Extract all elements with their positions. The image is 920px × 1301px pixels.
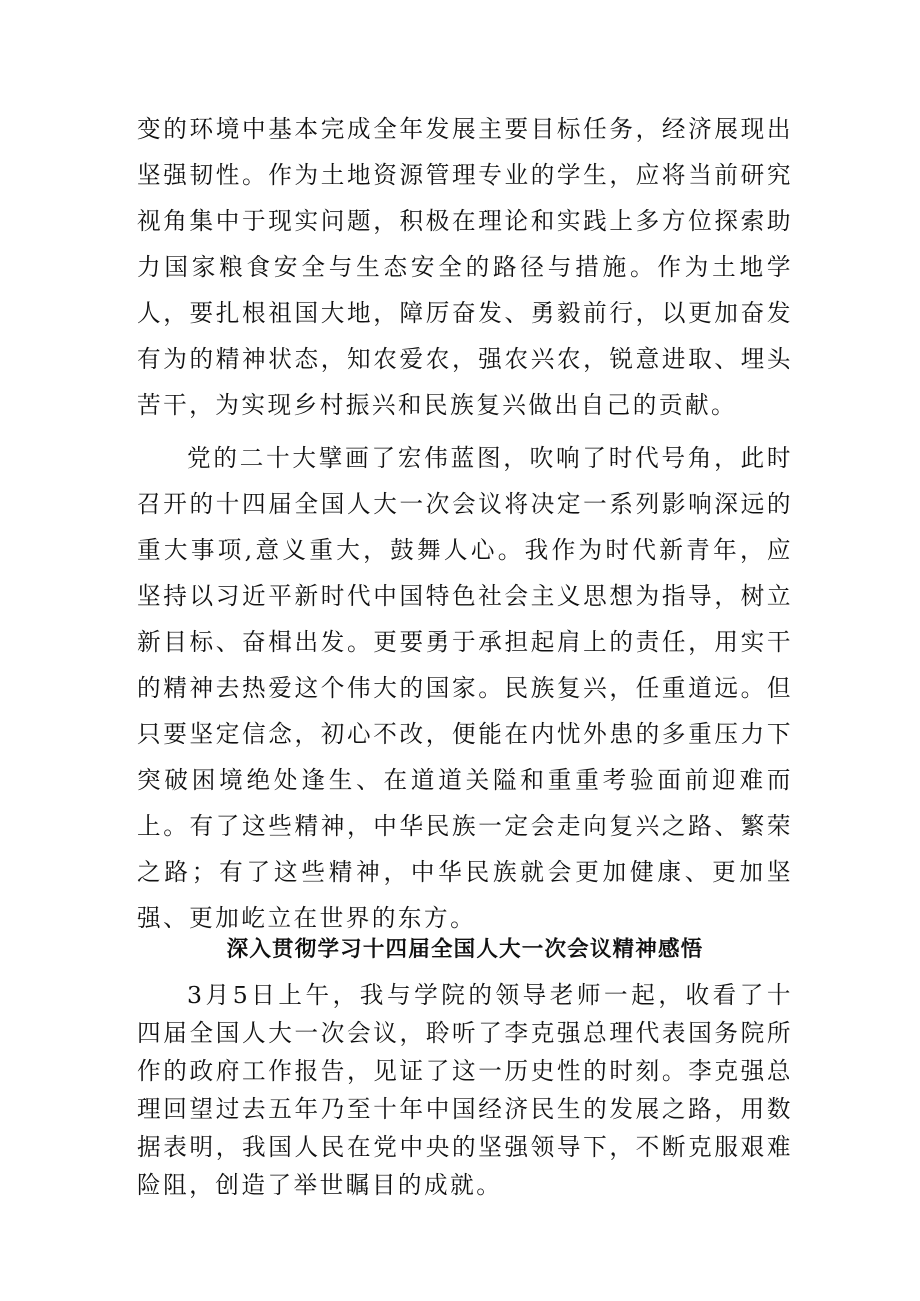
paragraph-continuation: 变的环境中基本完成全年发展主要目标任务，经济展现出坚强韧性。作为土地资源管理专业的学生，应将当前研究视角集中于现实问题，积极在理论和实践上多方位探索助力国家粮食安全与生态安全的路径与措施。作为土地学人，要扎根祖国大地，障厉奋发、勇毅前行，以更加奋发有为的精神状态，知农爱农，强农兴农，锐意进取、埋头苦干，为实现乡村振兴和民族复兴做出自己的贡献。 [137,115,793,419]
section-heading: 深入贯彻学习十四届全国人大一次会议精神感悟 [226,937,704,962]
paragraph-intro: 3月5日上午，我与学院的领导老师一起，收看了十四届全国人大一次会议，聆听了李克强总理代表国务院所作的政府工作报告，见证了这一历史性的时刻。李克强总理回望过去五年乃至十年中国经济民生的发展之路，用数据表明，我国人民在党中央的坚强领导下，不断克服艰难险阻，创造了举世瞩目的成就。 [137,981,793,1199]
paragraph-body: 党的二十大擘画了宏伟蓝图，吹响了时代号角，此时召开的十四届全国人大一次会议将决定一系列影响深远的重大事项,意义重大，鼓舞人心。我作为时代新青年，应坚持以习近平新时代中国特色社会主义思想为指导，树立新目标、奋楫出发。更要勇于承担起肩上的责任，用实干的精神去热爱这个伟大的国家。民族复兴，任重道远。但只要坚定信念，初心不改，便能在内忧外患的多重压力下突破困境绝处逢生、在道道关隘和重重考验面前迎难而上。有了这些精神，中华民族一定会走向复兴之路、繁荣之路；有了这些精神，中华民族就会更加健康、更加坚强、更加屹立在世界的东方。 [137,444,793,932]
